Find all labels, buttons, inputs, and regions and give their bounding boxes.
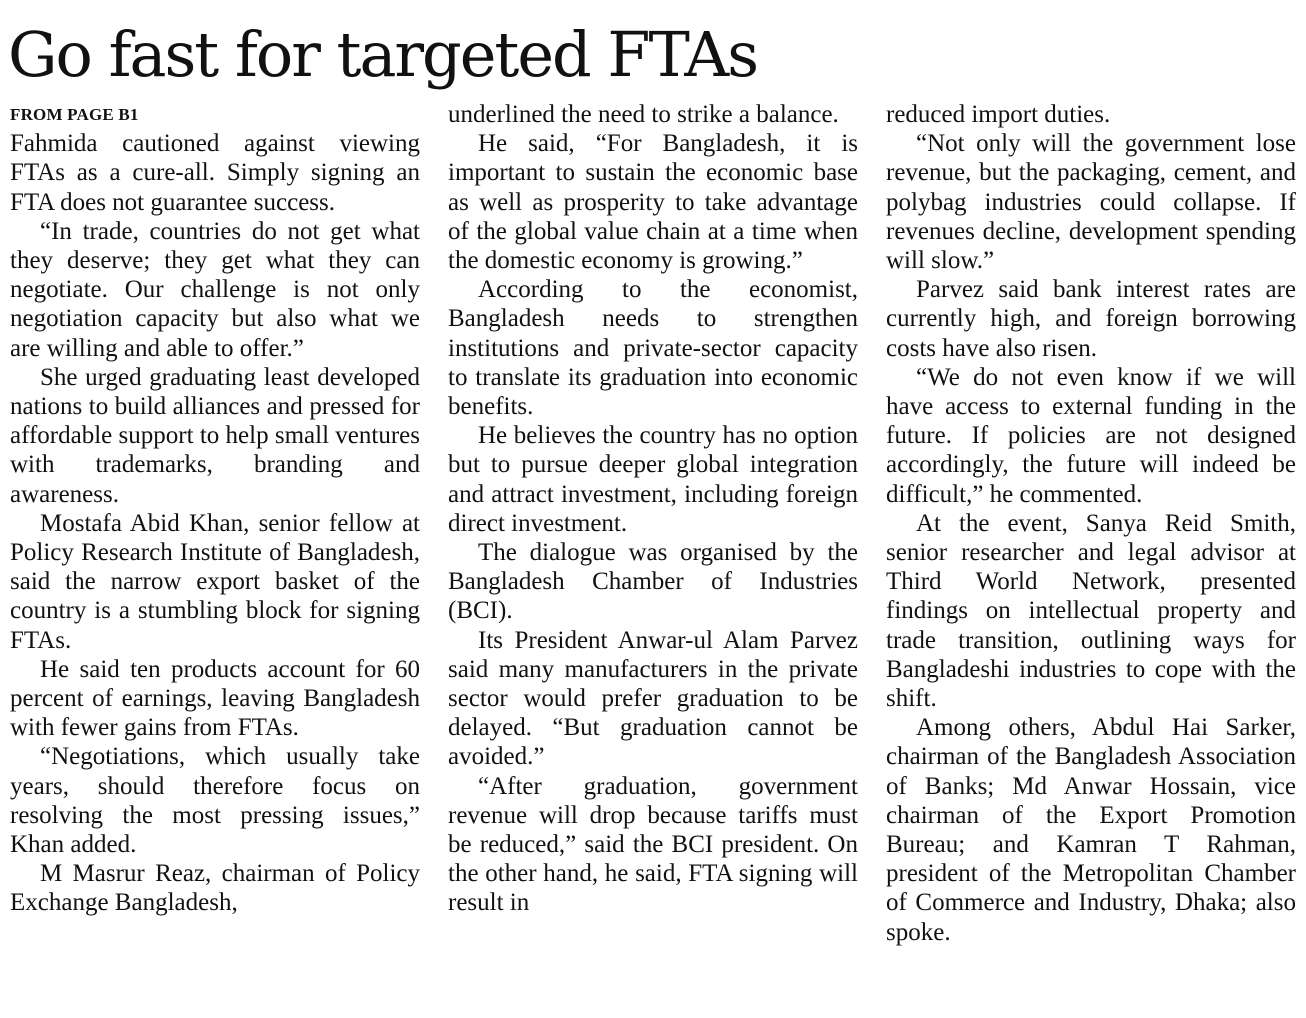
paragraph: M Masrur Reaz, chairman of Policy Exchange Bangladesh, — [10, 860, 420, 917]
paragraph: Its President Anwar-ul Alam Parvez said many manufacturers in the private sector would prefer graduation to be delayed. “But graduation cannot be avoided.” — [448, 626, 858, 771]
article-column-3 — [886, 100, 1296, 947]
paragraph: “After graduation, government revenue will drop because tariffs must be reduced,” said the BCI president. On the other hand, he said, FTA signing will result in — [448, 772, 858, 917]
paragraph: “Not only will the government lose revenue, but the packaging, cement, and polybag industries could collapse. If revenues decline, development spending will slow.” — [886, 130, 1296, 275]
paragraph: She urged graduating least developed nations to build alliances and pressed for affordable support to help small ventures with trademarks, branding and awareness. — [10, 363, 420, 508]
paragraph: Parvez said bank interest rates are currently high, and foreign borrowing costs have also risen. — [886, 276, 1296, 362]
paragraph: According to the economist, Bangladesh needs to strengthen institutions and private-sector capacity to translate its graduation into economic benefits. — [448, 276, 858, 421]
paragraph: He said ten products account for 60 percent of earnings, leaving Bangladesh with fewer gains from FTAs. — [10, 655, 420, 742]
paragraph: underlined the need to strike a balance. — [448, 101, 839, 128]
paragraph: “We do not even know if we will have access to external funding in the future. If policies are not designed accordingly, the future will indeed be difficult,” he commented. — [886, 363, 1296, 508]
headline: Go fast for targeted FTAs — [8, 18, 758, 91]
paragraph: Among others, Abdul Hai Sarker, chairman of the Bangladesh Association of Banks; Md Anwar Hossain, vice chairman of the Export Promotion Bureau; and Kamran T Rahman, president of the Metropolitan Chamber of Commerce and Industry, Dhaka; also spoke. — [886, 714, 1296, 946]
article-column-2 — [448, 100, 858, 918]
paragraph: The dialogue was organised by the Bangladesh Chamber of Industries (BCI). — [448, 539, 858, 625]
paragraph: “Negotiations, which usually take years, should therefore focus on resolving the most pressing issues,” Khan added. — [10, 743, 420, 859]
paragraph: He said, “For Bangladesh, it is important to sustain the economic base as well as prosperity to take advantage of the global value chain at a time when the domestic economy is growing.” — [448, 130, 858, 275]
paragraph: He believes the country has no option but to pursue deeper global integration and attract investment, including foreign direct investment. — [448, 422, 858, 537]
paragraph: reduced import duties. — [886, 101, 1111, 128]
article-column-1 — [10, 100, 420, 918]
paragraph: “In trade, countries do not get what they deserve; they get what they can negotiate. Our challenge is not only negotiation capacity but also what we are willing and able to offer.” — [10, 217, 420, 362]
paragraph: Mostafa Abid Khan, senior fellow at Policy Research Institute of Bangladesh, said the narrow export basket of the country is a stumbling block for signing FTAs. — [10, 509, 420, 654]
continuation-kicker: FROM PAGE B1 — [10, 105, 139, 124]
paragraph: At the event, Sanya Reid Smith, senior researcher and legal advisor at Third World Network, presented findings on intellectual property and trade transition, outlining ways for Bangladeshi industries to cope with the shift. — [886, 509, 1296, 713]
paragraph: Fahmida cautioned against viewing FTAs as a cure-all. Simply signing an FTA does not guarantee success. — [10, 130, 420, 216]
